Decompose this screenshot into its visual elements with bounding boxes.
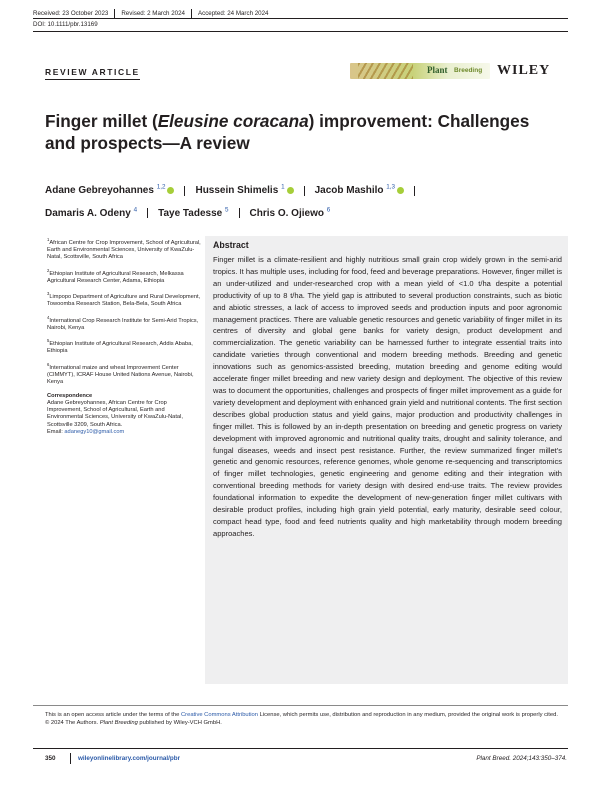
correspondence-text: Adane Gebreyohannes, African Centre for Crop Improvement, School of Agricultural, Earth and Environmental Sciences, University of KwaZulu-Natal, Scottsville 3209, South Africa. — [47, 399, 183, 428]
footer-divider — [33, 748, 568, 749]
journal-name-plant: Plant — [427, 65, 448, 75]
footer-separator — [70, 753, 71, 764]
author[interactable]: Taye Tadesse $^5$ — [158, 206, 229, 219]
orcid-icon[interactable] — [397, 187, 404, 194]
journal-url-link[interactable]: wileyonlinelibrary.com/journal/pbr — [78, 755, 181, 762]
orcid-icon[interactable] — [287, 187, 294, 194]
header-divider — [33, 31, 568, 32]
article-title: Finger millet (Eleusine coracana) improvement: Challenges and prospects—A review — [45, 111, 530, 153]
grain-image — [358, 63, 413, 79]
received-date: Received: 23 October 2023 — [33, 10, 109, 17]
accepted-date: Accepted: 24 March 2024 — [197, 10, 269, 17]
orcid-icon[interactable] — [167, 187, 174, 194]
author[interactable]: Chris O. Ojiewo $^6$ — [249, 206, 331, 219]
affiliation: $^5$Ethiopian Institute of Agricultural Research, Addis Ababa, Ethiopia — [47, 338, 193, 355]
abstract-text: Finger millet is a climate-resilient and highly nutritious small grain crop widely grown in the semi-arid tropics. It has multiple uses, including for food, feed and beverage preparations. However, finger millet is an under-utilized and under-researched crop with a mean yield of <1.0 t/ha despite a potential productivity of up to 8 t/ha. The yield gap is attributed to several production constraints, such as biotic and abiotic stresses, a lack of access to improved seeds and production inputs and poor agronomic management practices. There are valuable genetic resources and genetic variability of finger millet in its centres of diversity and global gene banks for variety design, product development and commercialization. The genetic variability can be harnessed further to integrate essential traits into candidate varieties through conventional and modern breeding methods. Breeding and genetic innovations such as genomics-assisted breeding, mutation breeding and genome editing would accelerate finger millet breeding and new variety design and deployment. The objective of this review was to document the opportunities, challenges and prospects of finger millet improvement as a guide for variety development and deployment with enhanced grain yield and nutritional contents. The first section describes global production status and yield gains, major production and productivity challenges in finger millet. This is followed by an in-depth presentation on breeding and genetic progress on variety development with improved agronomic and nutritional quality traits, drought and salinity tolerance, and fungal diseases, weeds and insect pest resistance. Further, the review summarized finger millet's genetic and genomic resources, reference genomes, whole genome re-sequencing and transcriptomics of finger millet technologies, genetic engineering and genome editing and their integration with conventional breeding methods for variety design with desired end-use traits. The review provides foundational information to expedite the development of new-generation finger millet cultivars with desirable product profiles, including high grain yield potential, early maturity, desirable seed colour, compact head type, food and feed nutrients quality and high marketability through modern breeding approaches. — [213, 255, 562, 538]
email-link[interactable]: adanegy10@gmail.com — [64, 428, 125, 435]
page-number: 350 — [45, 755, 56, 762]
section-underline — [45, 79, 140, 80]
affiliations — [47, 236, 202, 436]
doi[interactable]: DOI: 10.1111/pbr.13169 — [33, 21, 98, 28]
date-separator — [191, 9, 192, 18]
footnote-divider — [33, 705, 568, 706]
author[interactable]: Damaris A. Odeny $^4$ — [45, 206, 138, 219]
license-link[interactable]: Creative Commons Attribution — [180, 712, 258, 718]
author-list — [45, 178, 565, 223]
journal-banner-logo — [350, 63, 490, 79]
abstract-heading: Abstract — [213, 240, 249, 250]
affiliation: $^4$International Crop Research Institute for Semi-Arid Tropics, Nairobi, Kenya — [47, 314, 199, 331]
affiliation: $^2$Ethiopian Institute of Agricultural Research, Melkassa Agricultural Research Center, Adama, Ethiopia — [47, 267, 184, 284]
journal-name-breeding: Breeding — [454, 67, 483, 74]
revised-date: Revised: 2 March 2024 — [121, 10, 185, 17]
journal-citation: Plant Breed. 2024;143:350–374. — [476, 755, 567, 762]
publisher-logo: WILEY — [497, 63, 551, 78]
author[interactable]: Adane Gebreyohannes $^{1,2}$ — [45, 185, 174, 196]
license-footnote: This is an open access article under the terms of the Creative Commons Attribution License, which permits use, distribution and reproduction in any medium, provided the original work is properly cited. © 2024 The Authors. Plant Breeding published by Wiley-VCH GmbH. — [45, 712, 558, 727]
species-name: Eleusine coracana — [157, 111, 309, 131]
author[interactable]: Hussein Shimelis $^1$ — [195, 185, 293, 196]
affiliation: $^6$International maize and wheat Improvement Center (CIMMYT), ICRAF House United Nations Avenue, Nairobi, Kenya — [47, 361, 194, 386]
article-dates — [33, 9, 269, 18]
header-divider — [33, 18, 568, 19]
author[interactable]: Jacob Mashilo $^{1,3}$ — [315, 185, 404, 196]
correspondence-heading: Correspondence — [47, 392, 93, 399]
affiliation: $^3$Limpopo Department of Agriculture and Rural Development, Towoomba Research Station, Bela-Bela, South Africa — [47, 291, 201, 308]
correspondence-email-line: Email: adanegy10@gmail.com — [47, 428, 125, 435]
section-label: REVIEW ARTICLE — [45, 67, 140, 77]
date-separator — [114, 9, 115, 18]
affiliation: $^1$African Centre for Crop Improvement, School of Agricultural, Earth and Environmental Sciences, University of KwaZulu-Natal, Scottsville, South Africa — [47, 237, 201, 261]
